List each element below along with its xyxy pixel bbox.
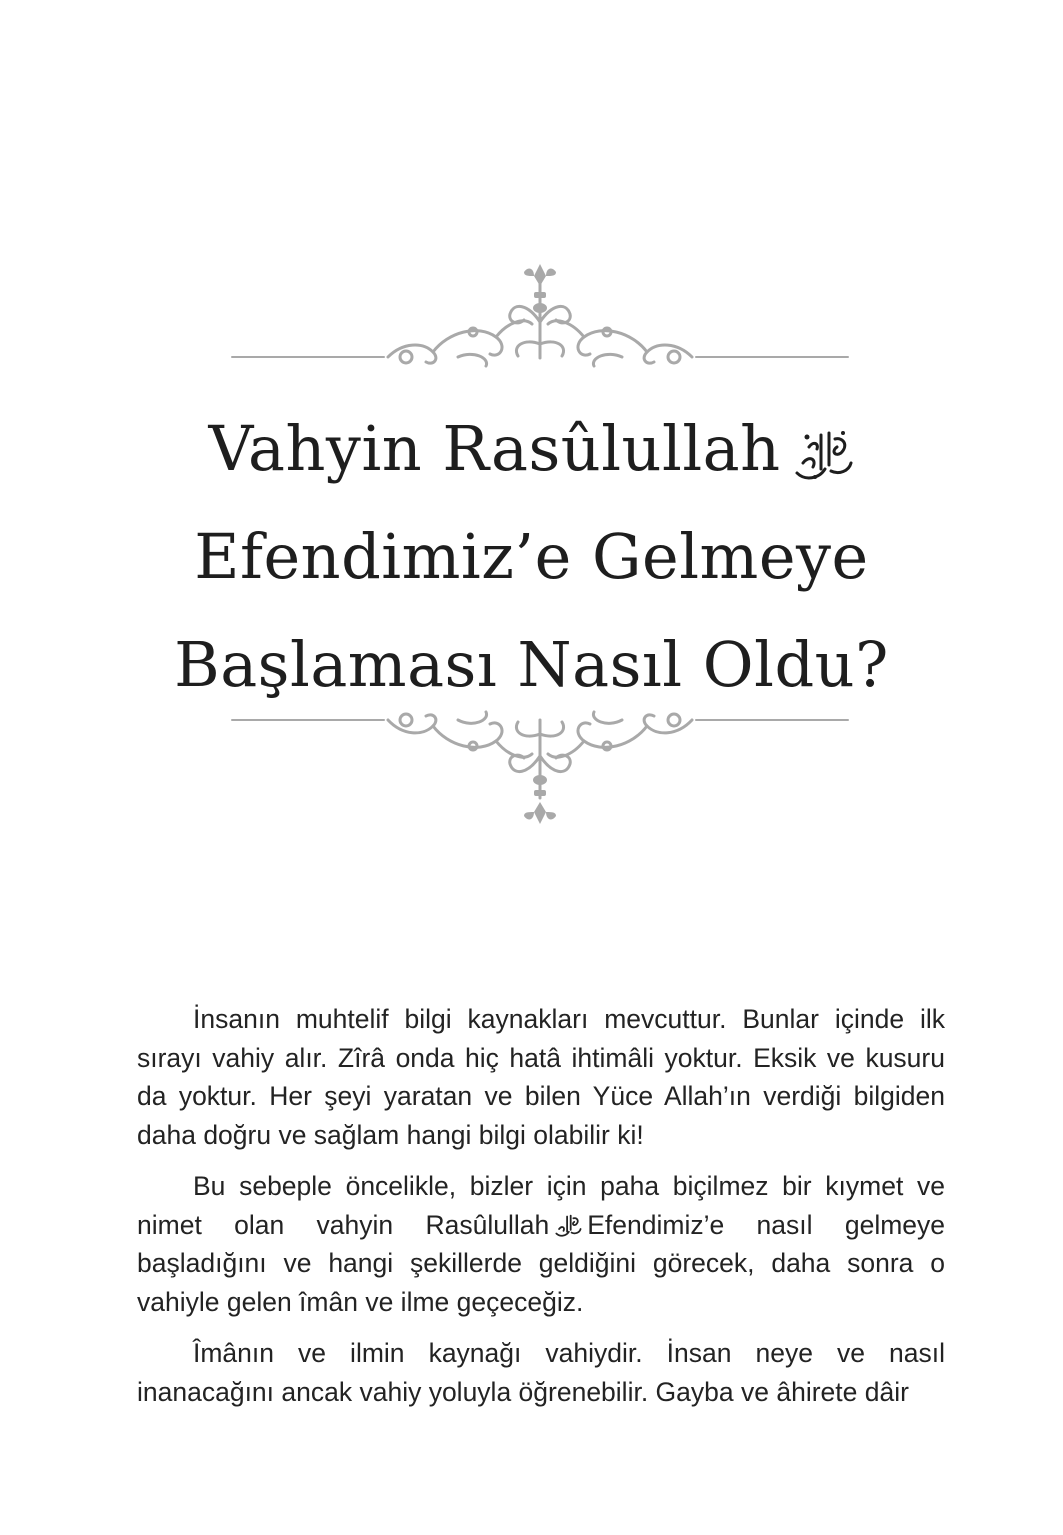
paragraph-2-part-1: Bu sebeple öncelikle, bizler için paha biçilmez bir kıymet ve nimet olan vahyin Rasûlullah xyxy=(137,1171,945,1240)
chapter-title-line-2: Efendimiz’e Gelmeye xyxy=(194,520,869,593)
bottom-ornament-icon xyxy=(228,706,852,826)
chapter-title-line-3: Başlaması Nasıl Oldu? xyxy=(174,628,889,701)
salawat-calligraphy-icon xyxy=(791,425,855,483)
top-ornament-icon xyxy=(228,262,852,382)
body-text xyxy=(137,1000,945,1424)
paragraph-1: İnsanın muhtelif bilgi kaynakları mevcuttur. Bunlar içinde ilk sırayı vahiy alır. Zîrâ onda hiç hatâ ihtimâli yoktur. Eksik ve kusuru da yoktur. Her şeyi yaratan ve bilen Yüce Allah’ın verdiği bilgiden daha doğru ve sağlam hangi bilgi olabilir ki! xyxy=(137,1004,945,1150)
paragraph-2 xyxy=(137,1167,945,1321)
chapter-title xyxy=(140,395,923,719)
paragraph-3: Îmânın ve ilmin kaynağı vahiydir. İnsan neye ve nasıl inanacağını ancak vahiy yoluyla öğrenebilir. Gayba ve âhirete dâir xyxy=(137,1338,945,1407)
salawat-calligraphy-icon xyxy=(551,1212,585,1238)
chapter-title-line-1-text: Vahyin Rasûlullah xyxy=(208,412,781,485)
paragraph-2-part-2: Efendimiz’e nasıl gelmeye başladığını ve hangi şekillerde geldiğini görecek, daha sonra o vahiyle gelen îmân ve ilme geçeceğiz. xyxy=(137,1209,946,1317)
chapter-title-line-1 xyxy=(140,395,923,503)
